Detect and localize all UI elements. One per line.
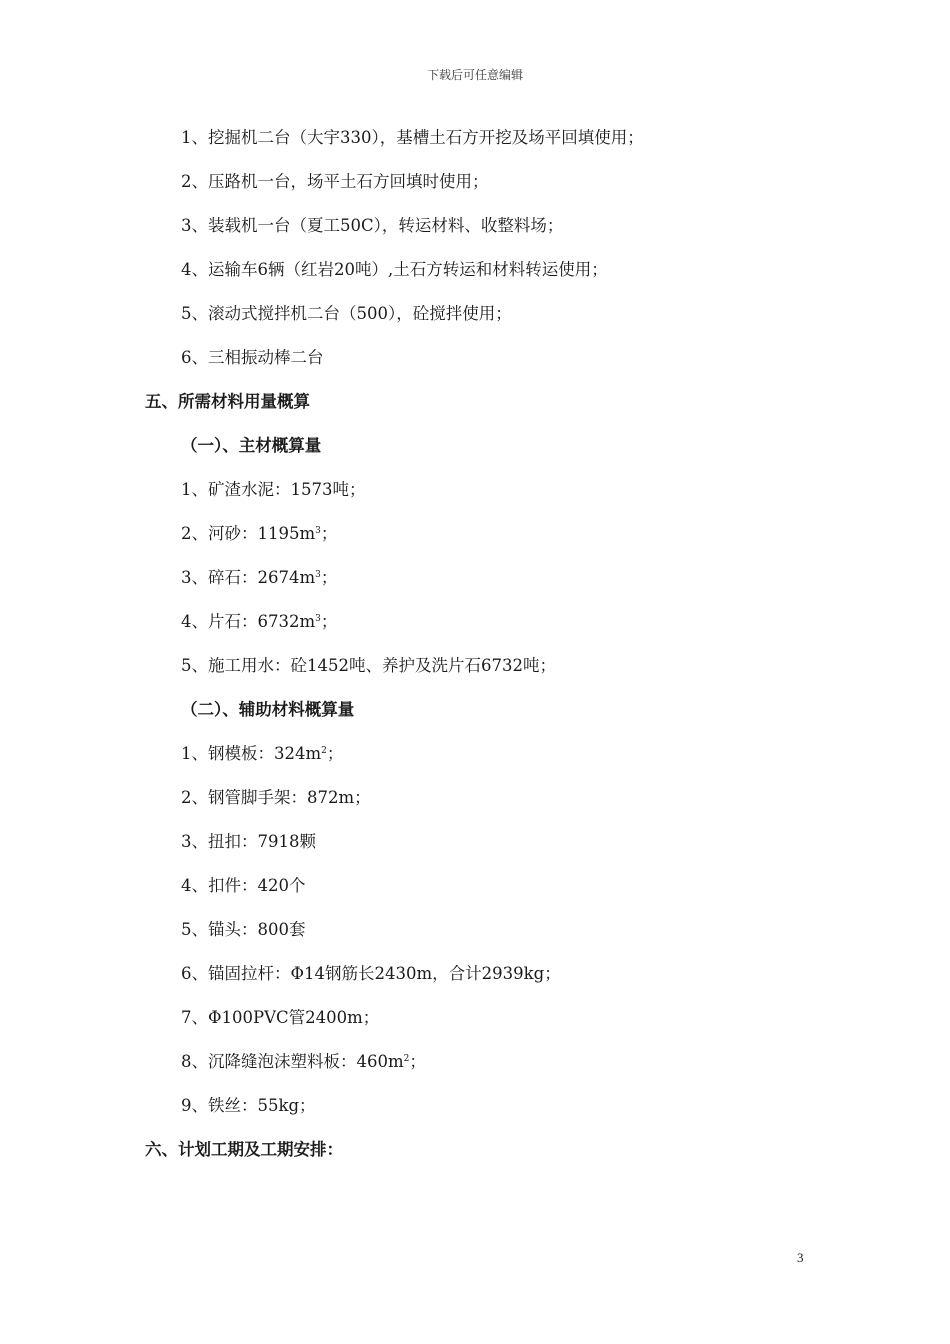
aux-material-item-4: 4、扣件：420个	[181, 876, 306, 895]
aux-material-item-6: 6、锚固拉杆：Φ14钢筋长2430m，合计2939kg；	[181, 964, 561, 983]
page-number: 3	[797, 1250, 804, 1265]
aux-material-item-7: 7、Φ100PVC管2400m；	[181, 1008, 380, 1027]
equipment-item-5: 5、滚动式搅拌机二台（500），砼搅拌使用；	[181, 304, 512, 323]
main-material-item-2: 2、河砂：$1195m^3$；	[181, 524, 338, 543]
equipment-item-6: 6、三相振动棒二台	[181, 348, 324, 367]
main-material-item-5: 5、施工用水：砼1452吨、养护及洗片石6732吨；	[181, 656, 556, 675]
aux-material-item-1: 1、钢模板：$324m^2$；	[181, 744, 344, 763]
aux-material-item-2: 2、钢管脚手架：872m；	[181, 788, 371, 807]
section-6-heading: 六、计划工期及工期安排：	[145, 1140, 343, 1159]
equipment-item-2: 2、压路机一台，场平土石方回填时使用；	[181, 172, 489, 191]
section-5-heading: 五、所需材料用量概算	[145, 392, 310, 411]
aux-material-item-3: 3、扭扣：7918颗	[181, 832, 316, 851]
equipment-item-4: 4、运输车6辆（红岩20吨）,土石方转运和材料转运使用；	[181, 260, 608, 279]
main-materials-heading: （一）、主材概算量	[181, 436, 322, 455]
main-material-item-4: 4、片石：$6732m^3$；	[181, 612, 338, 631]
equipment-item-3: 3、装载机一台（夏工50C），转运材料、收整料场；	[181, 216, 564, 235]
aux-material-item-8: 8、沉降缝泡沫塑料板：$460m^2$；	[181, 1052, 426, 1071]
main-material-item-3: 3、碎石：$2674m^3$；	[181, 568, 338, 587]
page-header: 下载后可任意编辑	[426, 68, 523, 82]
aux-material-item-5: 5、锚头：800套	[181, 920, 306, 939]
aux-material-item-9: 9、铁丝：55kg；	[181, 1096, 316, 1115]
equipment-item-1: 1、挖掘机二台（大宇330），基槽土石方开挖及场平回填使用；	[181, 128, 644, 147]
main-material-item-1: 1、矿渣水泥：1573吨；	[181, 480, 366, 499]
aux-materials-heading: （二）、辅助材料概算量	[181, 700, 355, 719]
